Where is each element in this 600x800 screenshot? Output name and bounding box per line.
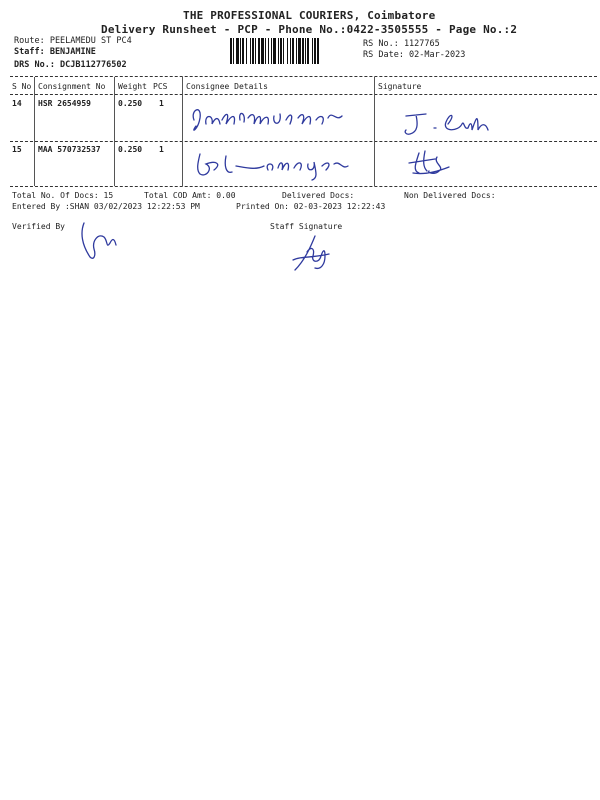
consignee-handwriting — [192, 148, 362, 182]
verifier-signature — [70, 215, 130, 265]
row-divider — [10, 141, 597, 142]
signature-row-1 — [400, 108, 500, 140]
col-separator — [182, 77, 183, 186]
col-separator — [114, 77, 115, 186]
col-header-consignee: Consignee Details — [186, 82, 268, 91]
col-header-signature: Signature — [378, 82, 422, 91]
staff-signature-label: Staff Signature — [270, 222, 343, 231]
col-header-sno: S No — [12, 82, 32, 91]
entered-by: Entered By :SHAN 03/02/2023 12:22:53 PM — [12, 202, 200, 211]
non-delivered-docs: Non Delivered Docs: — [404, 191, 496, 200]
drs-number: DRS No.: DCJB112776502 — [14, 60, 127, 70]
route-label: Route: PEELAMEDU ST PC4 — [14, 36, 132, 46]
row-pcs: 1 — [159, 99, 164, 108]
printed-on: Printed On: 02-03-2023 12:22:43 — [236, 202, 386, 211]
col-separator — [374, 77, 375, 186]
barcode — [230, 38, 357, 64]
col-separator — [34, 77, 35, 186]
company-title: THE PROFESSIONAL COURIERS, Coimbatore — [183, 9, 436, 22]
table-header-rule — [10, 94, 597, 95]
rs-number: RS No.: 1127765 — [363, 39, 440, 49]
table-top-rule — [10, 76, 597, 77]
total-cod-amount: Total COD Amt: 0.00 — [144, 191, 236, 200]
signature-row-2 — [405, 145, 475, 179]
row-weight: 0.250 — [118, 145, 143, 154]
col-header-weight: Weight — [118, 82, 147, 91]
staff-signature — [285, 230, 345, 275]
row-sno: 15 — [12, 145, 22, 154]
staff-label: Staff: BENJAMINE — [14, 47, 96, 57]
consignee-handwriting — [186, 100, 371, 140]
delivered-docs: Delivered Docs: — [282, 191, 355, 200]
verified-by-label: Verified By — [12, 222, 65, 231]
table-bottom-rule — [10, 186, 597, 187]
rs-date: RS Date: 02-Mar-2023 — [363, 50, 466, 60]
row-weight: 0.250 — [118, 99, 143, 108]
col-header-consignment: Consignment No — [38, 82, 106, 91]
row-consignment-no: MAA 570732537 — [38, 145, 101, 154]
total-docs: Total No. Of Docs: 15 — [12, 191, 114, 200]
row-consignment-no: HSR 2654959 — [38, 99, 91, 108]
runsheet-title: Delivery Runsheet - PCP - Phone No.:0422-3505555 - Page No.:2 — [101, 23, 518, 36]
row-pcs: 1 — [159, 145, 164, 154]
col-header-pcs: PCS — [153, 82, 168, 91]
row-sno: 14 — [12, 99, 22, 108]
